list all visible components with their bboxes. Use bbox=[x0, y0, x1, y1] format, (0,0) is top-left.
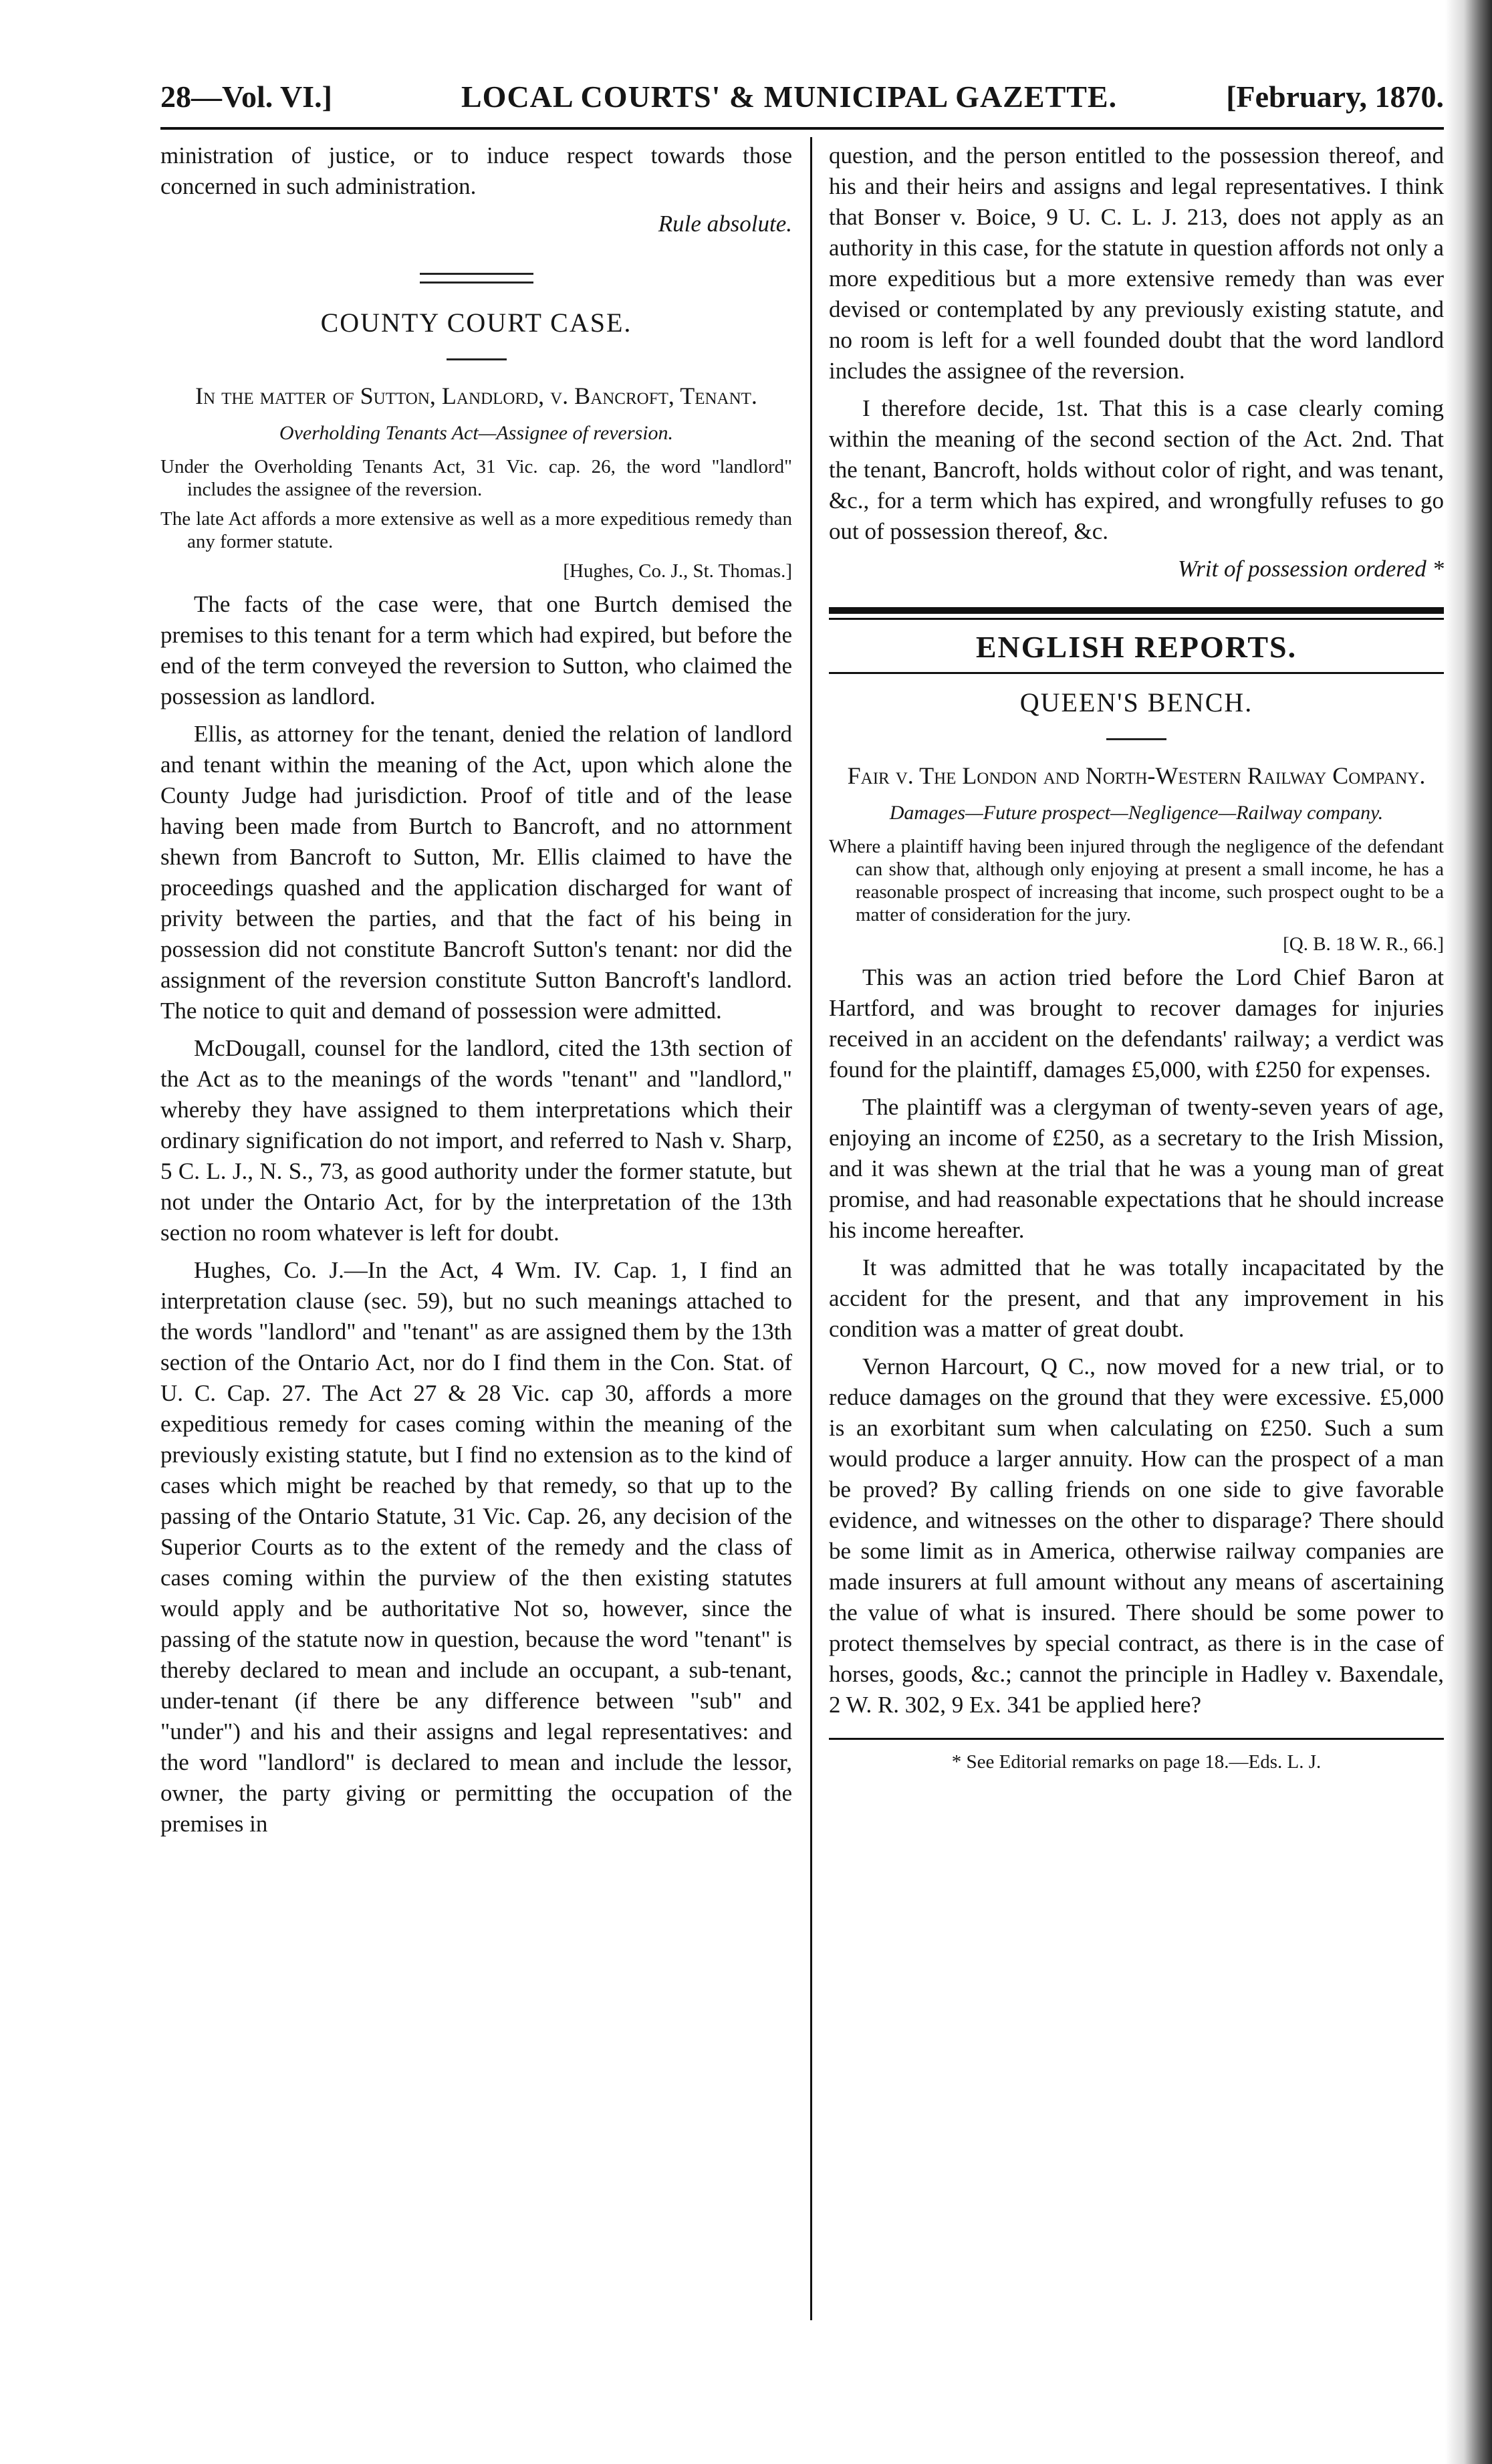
writ-ordered: Writ of possession ordered * bbox=[1178, 556, 1444, 582]
headnote-1: Under the Overholding Tenants Act, 31 Vic. cap. 26, the word "landlord" includes the assignee of the reversion. bbox=[160, 456, 792, 500]
opening-paragraph: ministration of justice, or to induce respect towards those concerned in such administration. bbox=[160, 142, 792, 199]
paragraph-ellis: Ellis, as attorney for the tenant, denied the relation of landlord and tenant within the meaning of the Act, upon which alone the County Judge had jurisdiction. Proof of title and of the lease having been made from Burtch to Bancroft, and no attornment shewn from Bancroft to Sutton, Mr. Ellis claimed to have the proceedings quashed and the application discharged for want of privity between the parties, and that the fact of his being in possession did not constitute Bancroft Sutton's tenant: nor did the assignment of the reversion constitute Sutton Bancroft's landlord. The notice to quit and demand of possession were admitted. bbox=[160, 721, 792, 1024]
case-subject-fair: Damages—Future prospect—Negligence—Railway company. bbox=[889, 802, 1384, 824]
short-rule-2 bbox=[1106, 738, 1166, 740]
paragraph-plaintiff: The plaintiff was a clergyman of twenty-seven years of age, enjoying an income of £250, as a secretary to the Irish Mission, and it was shewn at the trial that he was a young man of great promise, and had reasonable expectations that he should increase his income hereafter. bbox=[829, 1094, 1444, 1243]
thick-rule bbox=[829, 607, 1444, 614]
section-heading-county-court: COUNTY COURT CASE. bbox=[320, 308, 632, 338]
paragraph-admitted: It was admitted that he was totally incapacitated by the accident for the present, and that any improvement in his condition was a matter of great doubt. bbox=[829, 1254, 1444, 1342]
headnote-fair: Where a plaintiff having been injured through the negligence of the defendant can show that, although only enjoying at present a small income, he has a reasonable prospect of increasing that income, such prospect ought to be a matter of consideration for the jury. bbox=[829, 836, 1444, 925]
header-date: [February, 1870. bbox=[1226, 80, 1444, 114]
end-rule bbox=[829, 1738, 1444, 1740]
left-column bbox=[160, 140, 792, 1846]
double-rule bbox=[420, 273, 533, 284]
case-citation-fair: [Q. B. 18 W. R., 66.] bbox=[1283, 933, 1444, 955]
paragraph-facts: The facts of the case were, that one Burtch demised the premises to this tenant for a term which had expired, but before the end of the term conveyed the reversion to Sutton, who claimed the possession as landlord. bbox=[160, 591, 792, 709]
paragraph-hughes: Hughes, Co. J.—In the Act, 4 Wm. IV. Cap. 1, I find an interpretation clause (sec. 59), but no such meanings attached to the words "landlord" and "tenant" as are assigned them by the 13th section of the Ontario Act, nor do I find them in the Con. Stat. of U. C. Cap. 27. The Act 27 & 28 Vic. cap 30, affords a more expeditious remedy for cases coming within the meaning of the previously existing statute, but I find no extension as to the kind of cases which might be reached by that remedy, so that up to the passing of the Ontario Statute, 31 Vic. Cap. 26, any decision of the Superior Courts as to the extent of the remedy and the class of cases coming within the purview of the then existing statutes would apply and be authoritative Not so, however, since the passing of the statute now in question, because the word "tenant" is thereby declared to mean and include an occupant, a sub-tenant, under-tenant (if there be any difference between "sub" and "under") and his and their assigns and legal representatives: and the word "landlord" is declared to mean and include the lessor, owner, the party giving or permitting the occupation of the premises in bbox=[160, 1257, 792, 1837]
footnote: * See Editorial remarks on page 18.—Eds. L. J. bbox=[951, 1751, 1322, 1773]
headnote-2: The late Act affords a more extensive as well as a more expeditious remedy than any former statute. bbox=[160, 508, 792, 552]
thin-rule bbox=[829, 618, 1444, 620]
header-rule bbox=[160, 127, 1444, 130]
paragraph-mcdougall: McDougall, counsel for the landlord, cited the 13th section of the Act as to the meanings of the words "tenant" and "landlord," whereby they have assigned to them interpretations which their ordinary signification do not import, and referred to Nash v. Sharp, 5 C. L. J., N. S., 73, as good authority under the former statute, but not under the Ontario Act, for by the interpretation of the 13th section no room whatever is left for doubt. bbox=[160, 1035, 792, 1246]
header-title: LOCAL COURTS' & MUNICIPAL GAZETTE. bbox=[461, 80, 1118, 114]
court-heading: QUEEN'S BENCH. bbox=[1019, 687, 1253, 717]
rule-below-heading bbox=[829, 672, 1444, 674]
right-column bbox=[829, 140, 1444, 1784]
case-title-fair: Fair v. The London and North-Western Railway Company. bbox=[847, 762, 1426, 789]
column-divider bbox=[810, 137, 812, 2320]
case-subject: Overholding Tenants Act—Assignee of reversion. bbox=[279, 422, 674, 444]
page-header bbox=[160, 72, 1444, 126]
case-title-sutton: In the matter of Sutton, Landlord, v. Bancroft, Tenant. bbox=[195, 382, 757, 409]
paragraph-decision: I therefore decide, 1st. That this is a case clearly coming within the meaning of the second section of the Act. 2nd. That the tenant, Bancroft, holds without color of right, and was tenant, &c., for a term which has expired, and wrongfully refuses to go out of possession thereof, &c. bbox=[829, 395, 1444, 544]
case-citation: [Hughes, Co. J., St. Thomas.] bbox=[563, 560, 792, 582]
scan-edge-shadow bbox=[1445, 0, 1492, 2464]
paragraph-action: This was an action tried before the Lord Chief Baron at Hartford, and was brought to recover damages for injuries received in an accident on the defendants' railway; a verdict was found for the plaintiff, damages £5,000, with £250 for expenses. bbox=[829, 964, 1444, 1083]
paragraph-harcourt: Vernon Harcourt, Q C., now moved for a new trial, or to reduce damages on the ground that they were excessive. £5,000 is an exorbitant sum when calculating on £250. Such a sum would produce a larger annuity. How can the prospect of a man be proved? By calling friends on one side to give favorable evidence, and witnesses on the other to disparage? There should be some limit as in America, otherwise railway companies are made insurers at full amount without any means of ascertaining the value of what is insured. There should be some power to protect themselves by special contract, as there is in the case of horses, goods, &c.; cannot the principle in Hadley v. Baxendale, 2 W. R. 302, 9 Ex. 341 be applied here? bbox=[829, 1353, 1444, 1718]
paragraph-continuation: question, and the person entitled to the possession thereof, and his and their heirs and assigns and legal representatives. I think that Bonser v. Boice, 9 U. C. L. J. 213, does not apply as an authority in this case, for the statute in question affords not only a more expeditious but a more extensive remedy than was ever devised or contemplated by any previously existing statute, and no room is left for a well founded doubt that the word landlord includes the assignee of the reversion. bbox=[829, 142, 1444, 384]
header-volume: 28—Vol. VI.] bbox=[160, 80, 332, 114]
section-heading-english-reports: ENGLISH REPORTS. bbox=[975, 630, 1297, 664]
rule-absolute: Rule absolute. bbox=[658, 211, 792, 237]
short-rule bbox=[447, 358, 507, 360]
